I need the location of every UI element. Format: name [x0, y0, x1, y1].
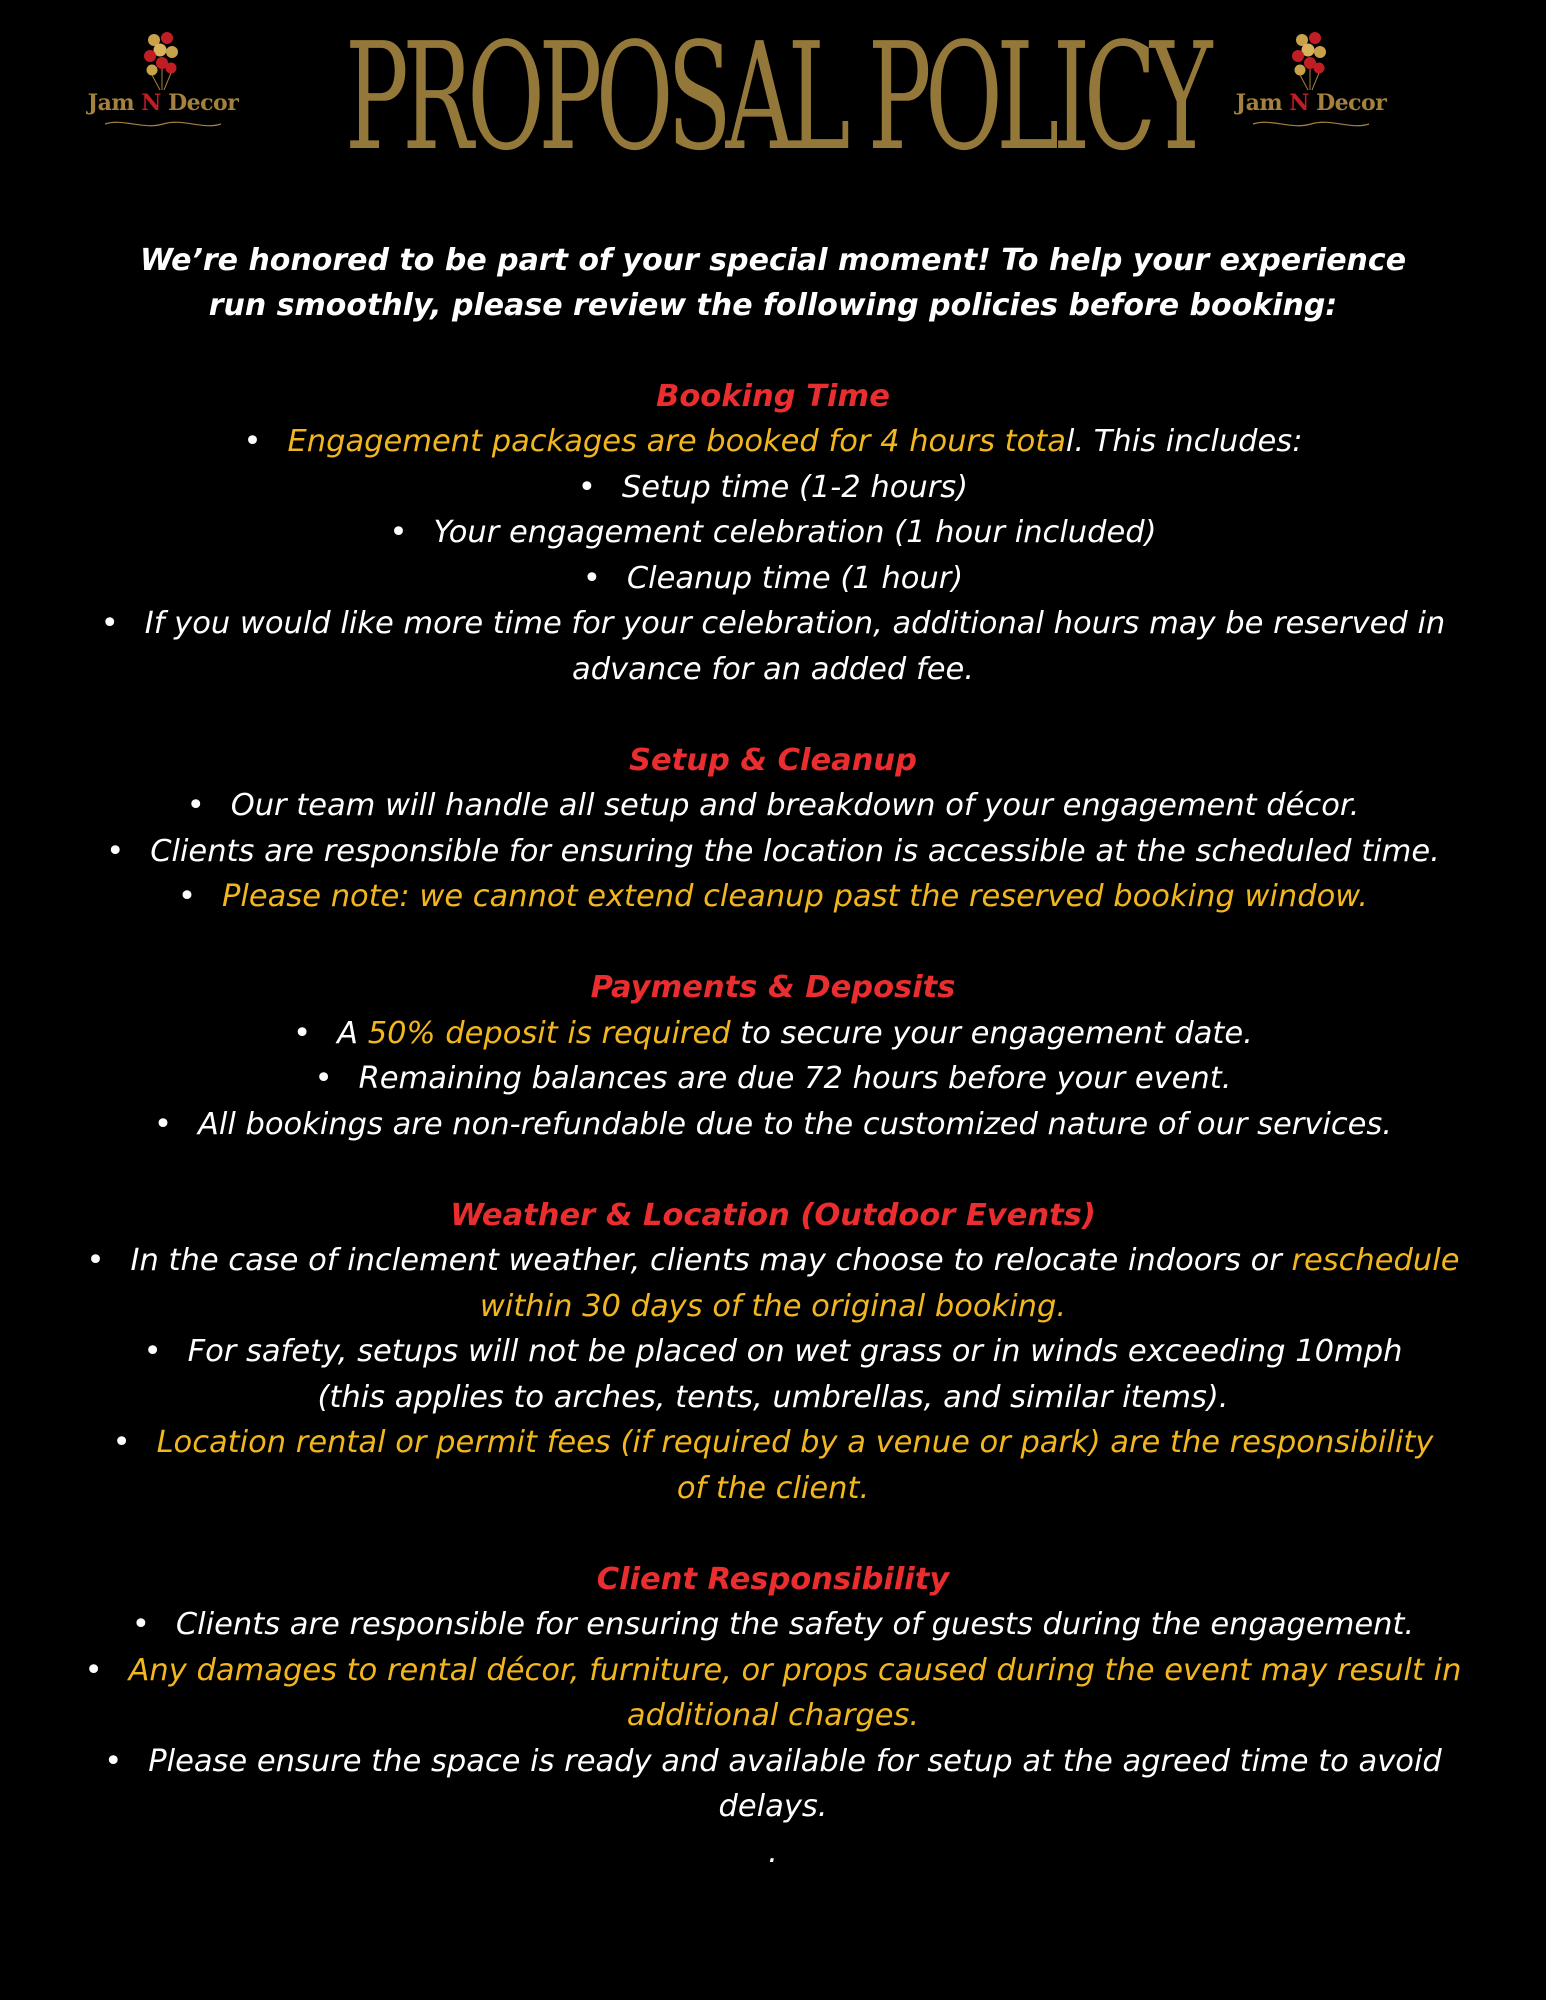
section-booking-time [50, 374, 1496, 693]
list-item: • Clients are responsible for ensuring the safety of guests during the engagement. [131, 1607, 1415, 1642]
intro-line: We’re honored to be part of your special moment! To help your experience [139, 243, 1407, 278]
list-item: • If you would like more time for your celebration, additional hours may be reserved in advance for an added fee. [100, 606, 1446, 687]
list-item: • Location rental or permit fees (if required by a venue or park) are the responsibility of the client. [112, 1425, 1434, 1506]
section-title: Client Responsibility [596, 1561, 950, 1597]
page-title: PROPOSAL POLICY [344, 11, 1207, 183]
list-item: • Remaining balances are due 72 hours before your event. [314, 1061, 1232, 1096]
logo-wordmark: Jam N Decor [87, 90, 239, 116]
list-item: • Any damages to rental décor, furniture, or props caused during the event may result in additional charges. [84, 1652, 1462, 1733]
list-item: • Our team will handle all setup and breakdown of your engagement décor. [186, 788, 1360, 823]
bullet-icon: • [243, 424, 262, 459]
bullet-icon: • [577, 469, 596, 505]
header [0, 0, 1546, 200]
bullet-icon: • [100, 606, 119, 641]
balloons-icon [142, 30, 184, 92]
section-weather-location [50, 1193, 1496, 1512]
list-item: • Please note: we cannot extend cleanup past the reserved booking window. [178, 879, 1368, 914]
bullet-icon: • [104, 1743, 123, 1779]
logo-left [68, 30, 258, 130]
section-payments [50, 965, 1496, 1147]
section-client-responsibility [50, 1557, 1496, 1876]
balloons-icon [1290, 30, 1332, 92]
swirl-ornament-icon [1251, 118, 1371, 130]
section-title: Setup & Cleanup [629, 742, 917, 778]
section-title: Payments & Deposits [590, 970, 956, 1005]
policy-content [50, 238, 1496, 1875]
section-title: Weather & Location (Outdoor Events) [450, 1197, 1096, 1233]
bullet-icon: • [178, 879, 197, 914]
list-item: • Clients are responsible for ensuring the location is accessible at the scheduled time. [106, 833, 1440, 869]
bullet-icon: • [143, 1334, 162, 1369]
list-item: • Setup time (1-2 hours) [577, 469, 969, 505]
list-item: • Your engagement celebration (1 hour included) [389, 515, 1157, 550]
bullet-icon: • [131, 1607, 150, 1642]
list-item: • Cleanup time (1 hour) [582, 560, 964, 596]
logo-wordmark: Jam N Decor [1235, 90, 1387, 116]
trailing-dot: . [768, 1834, 778, 1870]
bullet-icon: • [154, 1106, 173, 1142]
list-item: • In the case of inclement weather, clients may choose to relocate indoors or reschedule within 30 days of the original booking. [86, 1243, 1460, 1324]
bullet-icon: • [106, 833, 125, 869]
list-item: • All bookings are non-refundable due to the customized nature of our services. [154, 1106, 1392, 1142]
bullet-icon: • [582, 560, 601, 596]
list-item: • Please ensure the space is ready and available for setup at the agreed time to avoid delays. [104, 1743, 1442, 1824]
bullet-icon: • [84, 1652, 103, 1688]
bullet-icon: • [389, 515, 408, 550]
bullet-icon: • [112, 1425, 131, 1460]
bullet-icon: • [314, 1061, 333, 1096]
bullet-icon: • [86, 1243, 105, 1278]
list-item: • For safety, setups will not be placed on wet grass or in winds exceeding 10mph (this applies to arches, tents, umbrellas, and similar items). [143, 1334, 1403, 1415]
section-setup-cleanup [50, 738, 1496, 920]
section-title: Booking Time [656, 378, 890, 414]
intro-text [50, 238, 1496, 328]
intro-line: run smoothly, please review the following policies before booking: [208, 288, 1338, 323]
bullet-icon: • [293, 1015, 312, 1051]
bullet-icon: • [186, 788, 205, 823]
logo-right [1216, 30, 1406, 130]
list-item: • A 50% deposit is required to secure your engagement date. [293, 1015, 1253, 1051]
list-item: • Engagement packages are booked for 4 hours total. This includes: [243, 424, 1303, 459]
swirl-ornament-icon [103, 118, 223, 130]
